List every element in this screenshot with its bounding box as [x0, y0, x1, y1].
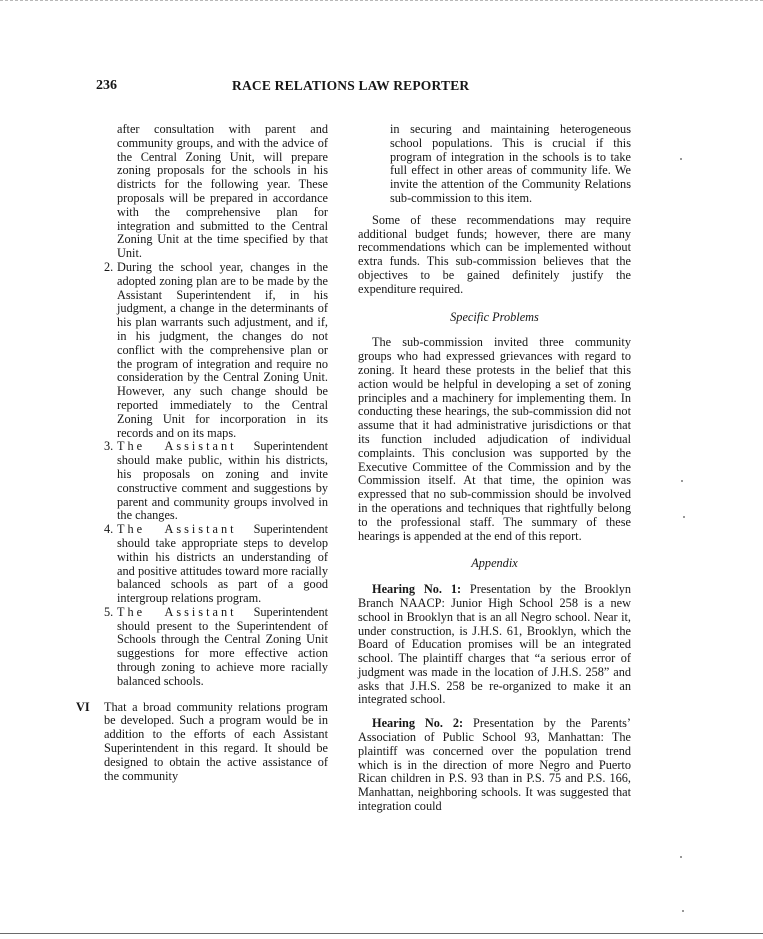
paragraph-specific-problems: The sub-commission invited three community groups who had expressed grievances with regard to zoning. It heard these protests in the belief that this action would be helpful in developing a set of zoning principles and a machinery for implementing them. In conducting these hearings, the sub-commission did not assume that it had administrative jurisdictions or that its function included adjudication of individual complaints. This conclusion was supported by the Executive Committee of the Commission and by the Commission itself. At that time, the opinion was expressed that no sub-commission should be involved in the operations and techniques that rightfully belong to the professional staff. The summary of these hearings is appended at the end of this report.: [358, 335, 631, 543]
left-column: [76, 122, 329, 783]
right-column: [358, 123, 631, 814]
hearing-label: Hearing No. 1:: [372, 582, 462, 597]
paragraph-vi-continuation: in securing and maintaining heterogeneous school populations. This is crucial if this program of integration in the schools is to take full effect in other areas of community life. We invite the attention of the Community Relations sub-commission to this item.: [390, 122, 631, 205]
section-vi-text: That a broad community relations program be developed. Such a program would be in addition to the efforts of each Assistant Superintendent in this regard. It should be designed to obtain the active assistance of the community: [104, 699, 328, 783]
list-item-2: [86, 261, 328, 440]
list-item-text: Superintendent should present to the Superintendent of Schools through the Central Zoning Unit suggestions for more effective action through zoning to achieve more racially balanced schools.: [117, 604, 329, 688]
scan-speck: [681, 480, 683, 482]
heading-specific-problems: Specific Problems: [450, 309, 539, 324]
spaced-lead: The Assistant: [117, 522, 237, 537]
scan-bottom-border: [0, 933, 763, 934]
scan-top-border: [0, 0, 763, 1]
spaced-lead: The Assistant: [117, 439, 237, 454]
scan-speck: [680, 158, 682, 160]
list-number: 2.: [104, 259, 114, 274]
list-number: 5.: [104, 604, 114, 619]
hearing-label: Hearing No. 2:: [372, 716, 464, 731]
spaced-lead: The Assistant: [117, 604, 237, 619]
list-item-text: Superintendent should make public, within his districts, his proposals on zoning and invite constructive comment and suggestions by parent and community groups involved in the changes.: [117, 439, 329, 523]
list-item-text: Superintendent should take appropriate steps to develop within his districts an understanding of and positive attitudes toward more racially balanced schools as part of a good intergroup relations program.: [117, 522, 329, 606]
scan-speck: [682, 910, 684, 912]
list-number: 3.: [104, 439, 114, 454]
paragraph-hearing-1: [358, 583, 631, 707]
section-number: VI: [76, 699, 90, 714]
list-item-text: During the school year, changes in the adopted zoning plan are to be made by the Assistant Superintendent if, in his judgment, a change in the determinants of his plan warrants such adjustment, and if, in his judgment, the changes do not conflict with the comprehensive plan or the program of integration and require no consideration by the Central Zoning Unit. However, any such change should be reported immediately to the Central Zoning Unit for incorporation in its records and on its maps.: [117, 259, 328, 440]
paragraph-budget: Some of these recommendations may require additional budget funds; however, there are many recommendations which can be implemented without extra funds. This sub-commission believes that the objectives to be gained definitely justify the expenditure required.: [358, 212, 631, 296]
hearing-text: Presentation by the Brooklyn Branch NAACP: Junior High School 258 is a new school in Brooklyn that is an all Negro school. Near it, under construction, is J.H.S. 61, Brooklyn, which the Board of Education promises will be an integrated school. The plaintiff charges that “a serious error of judgment was made in the location of J.H.S. 258” and asks that J.H.S. 258 be re-organized to make it an integrated school.: [358, 582, 631, 707]
heading-appendix: Appendix: [471, 556, 518, 571]
list-number: 4.: [104, 522, 114, 537]
section-vi: [76, 699, 328, 784]
page-number: 236: [96, 78, 117, 93]
paragraph-intro-continuation: after consultation with parent and community groups, and with the advice of the Central Zoning Unit, will prepare zoning proposals for the schools in his districts for the following year. These proposals will be prepared in accordance with the comprehensive plan for integration and submitted to the Central Zoning Unit at the time specified by that Unit.: [117, 122, 328, 261]
scan-speck: [680, 856, 682, 858]
list-item-4: [86, 523, 328, 606]
list-item-5: [86, 606, 328, 689]
running-title: RACE RELATIONS LAW REPORTER: [232, 78, 470, 93]
list-item-3: [86, 440, 328, 523]
scan-speck: [683, 516, 685, 518]
page-header: [0, 78, 763, 100]
hearing-text: Presentation by the Parents’ Association of Public School 93, Manhattan: The plaintiff was concerned over the population trend which is in the direction of more Negro and Puerto Rican children in P.S. 93 than in P.S. 75 and P.S. 166, Manhattan, neighboring schools. It was suggested that integration could: [358, 716, 632, 814]
paragraph-hearing-2: [358, 717, 631, 814]
